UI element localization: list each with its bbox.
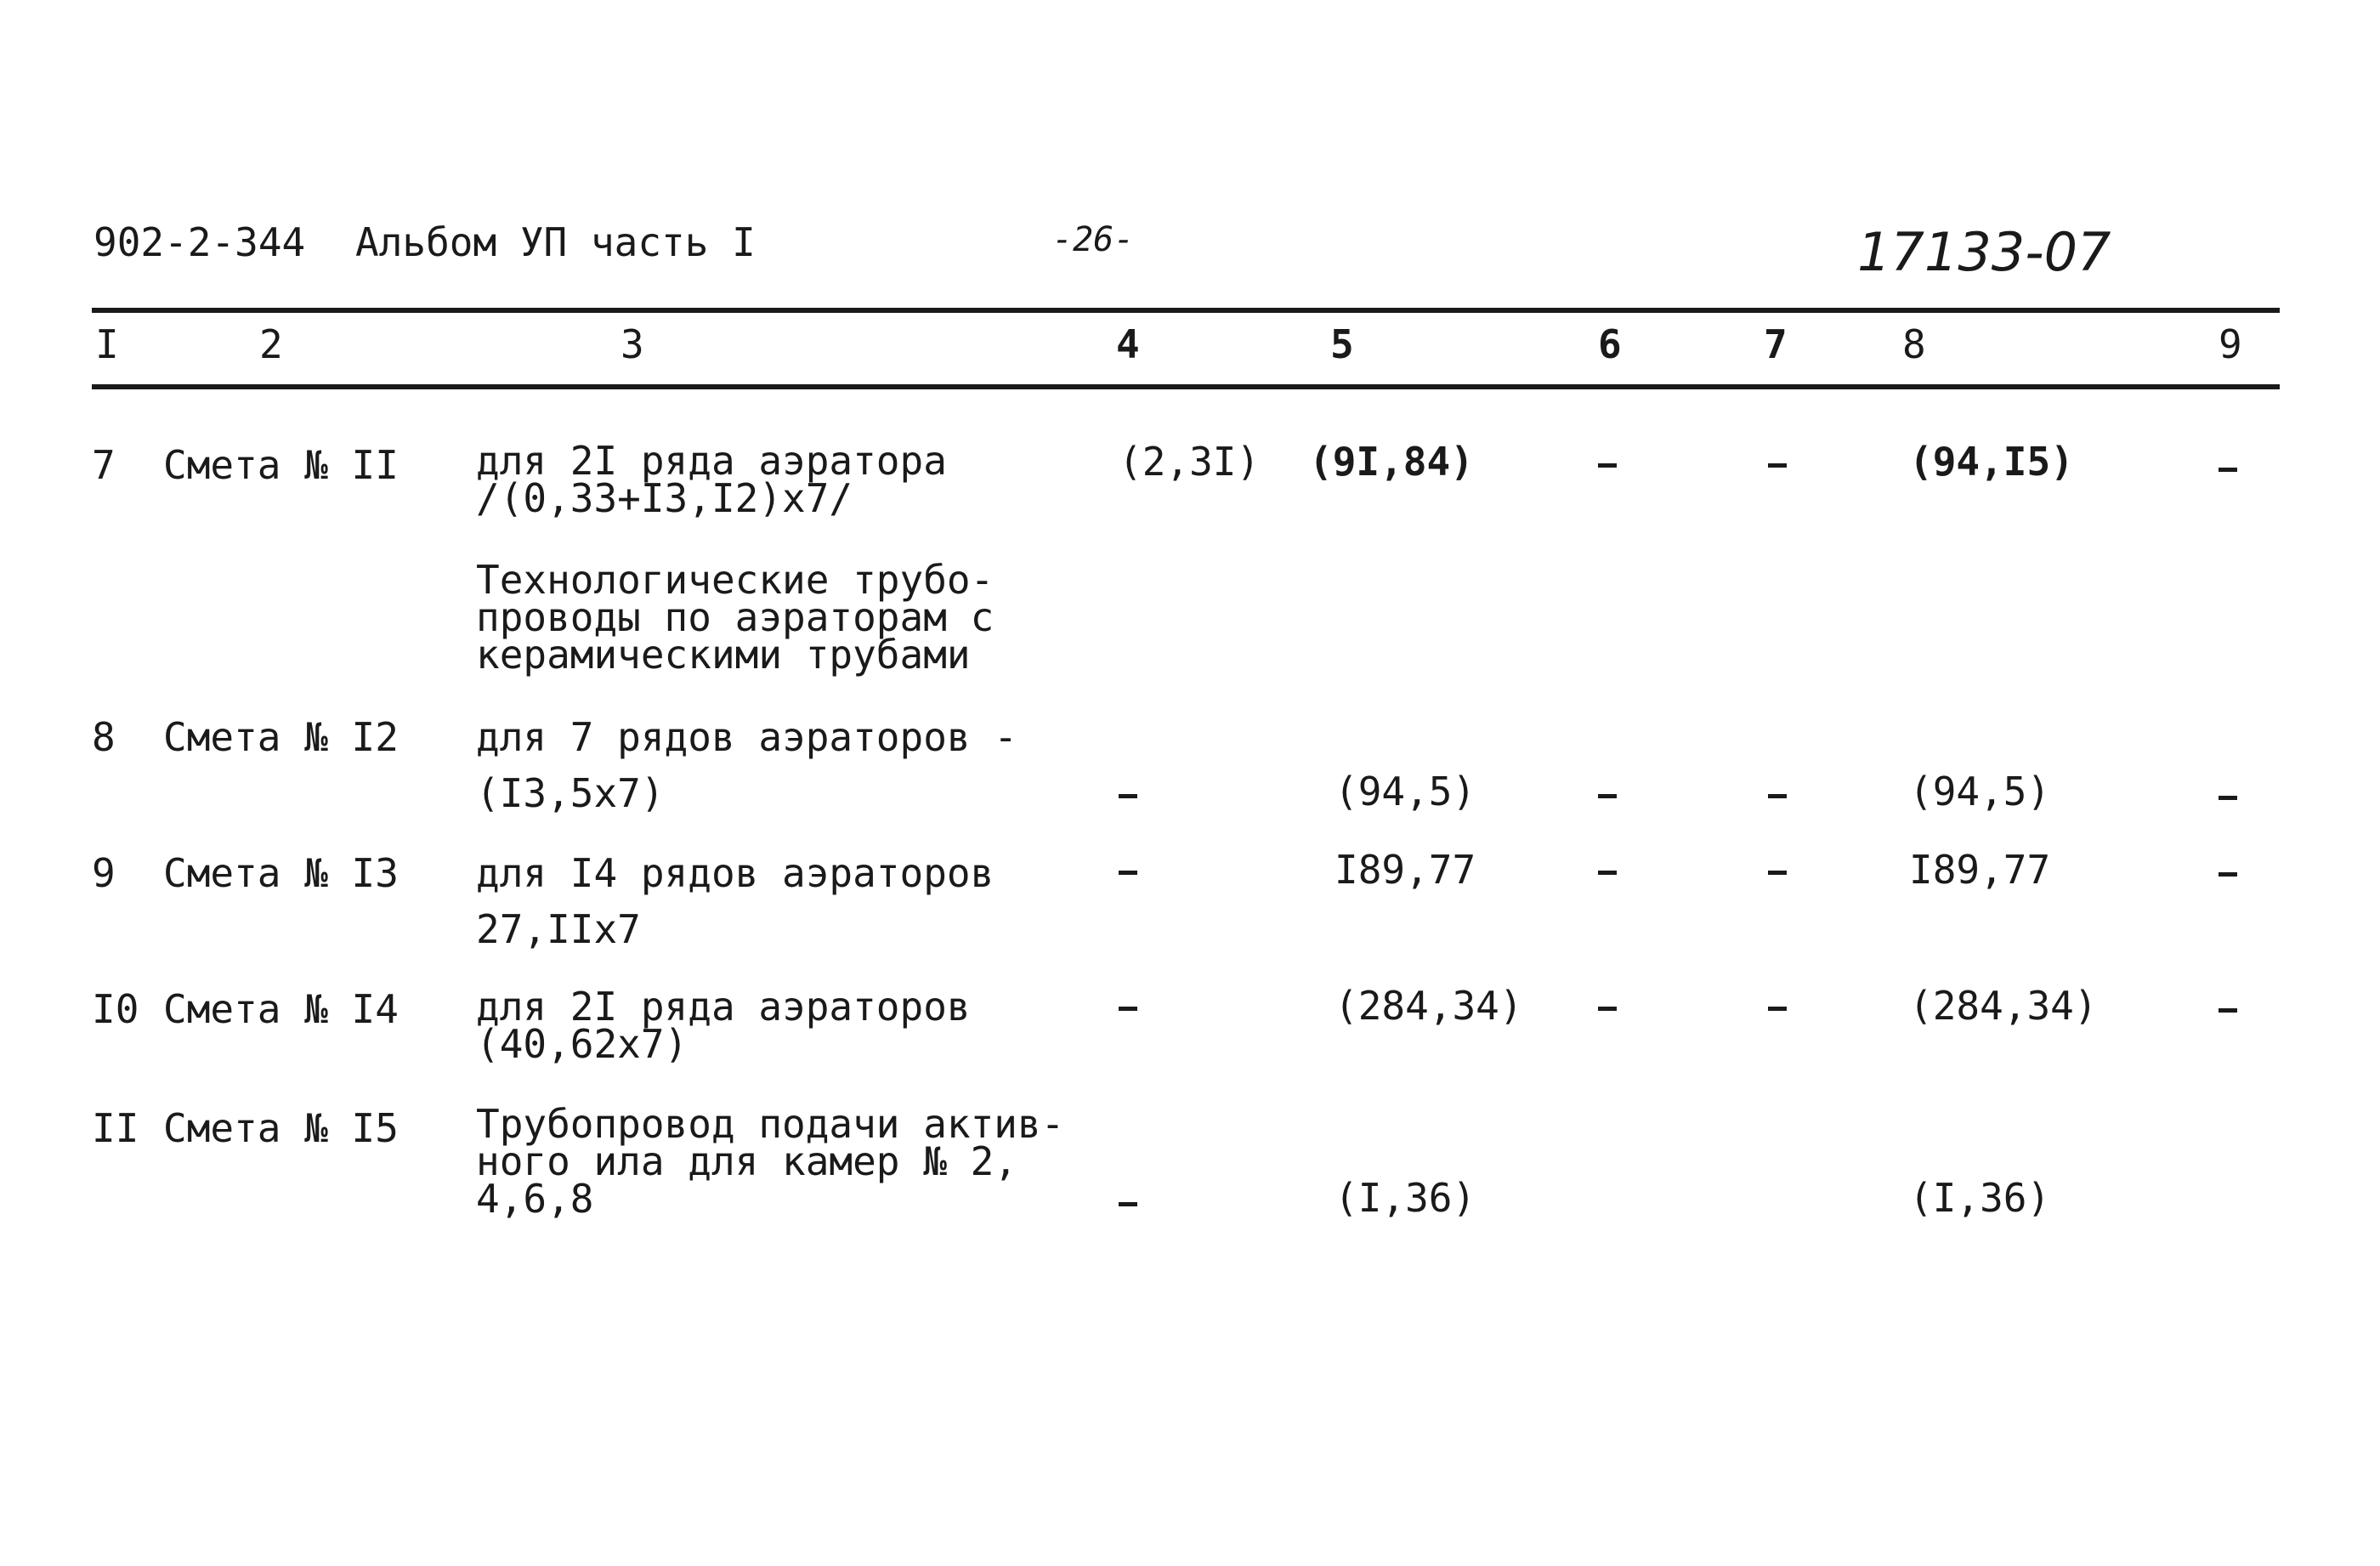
row-8-smeta: Смета № I2	[163, 714, 399, 760]
album-title: Альбом УП часть I	[355, 219, 756, 265]
column-header-9: 9	[2218, 321, 2242, 367]
row-7-desc-line-1: для 2I ряда аэратора	[476, 438, 947, 484]
row-10-smeta: Смета № I4	[163, 986, 399, 1032]
column-header-3: 3	[620, 321, 644, 367]
row-11-number: II	[92, 1105, 139, 1151]
row-7-col7-dash	[1768, 463, 1787, 468]
table-top-rule	[92, 308, 2280, 313]
row-10-desc-line-2: (40,62x7)	[476, 1021, 688, 1067]
row-9-col9-dash	[2218, 872, 2237, 877]
column-header-2: 2	[259, 321, 283, 367]
row-8-number: 8	[92, 714, 116, 760]
row-8-col8: (94,5)	[1909, 769, 2051, 814]
row-9-desc-line-1: для I4 рядов аэраторов	[476, 850, 994, 896]
row-8-col9-dash	[2218, 796, 2237, 800]
column-header-7: 7	[1764, 321, 1788, 367]
row-10-col5: (284,34)	[1334, 983, 1523, 1029]
row-10-col9-dash	[2218, 1008, 2237, 1013]
row-8-col5: (94,5)	[1334, 769, 1476, 814]
row-11-col8: (I,36)	[1909, 1175, 2051, 1221]
row-8-desc-line-2: (I3,5x7)	[476, 770, 665, 816]
row-7-col8: (94,I5)	[1909, 439, 2074, 485]
row-11-desc-line-1: Трубопровод подачи актив-	[476, 1101, 1065, 1147]
row-10-number: I0	[92, 986, 139, 1032]
row-9-col8: I89,77	[1909, 847, 2051, 893]
row-8-col6-dash	[1598, 794, 1617, 798]
row-11-col5: (I,36)	[1334, 1175, 1476, 1221]
column-header-8: 8	[1902, 321, 1926, 367]
row-9-col5: I89,77	[1334, 847, 1476, 893]
row-8-col7-dash	[1768, 794, 1787, 798]
column-header-1: I	[95, 321, 119, 367]
row-9-col4-dash	[1119, 871, 1137, 875]
column-header-4: 4	[1116, 321, 1140, 367]
section-heading-line-1: Технологические трубо-	[476, 557, 994, 603]
row-8-desc-line-1: для 7 рядов аэраторов -	[476, 714, 1017, 760]
row-7-col6-dash	[1598, 463, 1617, 468]
row-7-smeta: Смета № II	[163, 442, 399, 488]
row-7-desc-line-2: /(0,33+I3,I2)x7/	[476, 475, 853, 521]
row-11-smeta: Смета № I5	[163, 1105, 399, 1151]
document-number: 17133-07	[1857, 221, 2111, 283]
row-9-col7-dash	[1768, 871, 1787, 875]
row-11-col4-dash	[1119, 1202, 1137, 1206]
section-heading-line-3: керамическими трубами	[476, 632, 971, 678]
table-header-rule	[92, 384, 2280, 389]
row-10-col8: (284,34)	[1909, 983, 2098, 1029]
row-9-number: 9	[92, 850, 116, 896]
row-10-desc-line-1: для 2I ряда аэраторов	[476, 984, 971, 1030]
row-10-col4-dash	[1119, 1007, 1137, 1011]
row-9-smeta: Смета № I3	[163, 850, 399, 896]
row-7-col9-dash	[2218, 468, 2237, 472]
column-header-5: 5	[1330, 321, 1354, 367]
row-7-number: 7	[92, 442, 116, 488]
page-number: -26-	[1052, 220, 1135, 259]
row-9-col6-dash	[1598, 871, 1617, 875]
row-11-desc-line-3: 4,6,8	[476, 1176, 594, 1222]
row-9-desc-line-2: 27,IIx7	[476, 906, 641, 952]
column-header-6: 6	[1598, 321, 1622, 367]
section-heading-line-2: проводы по аэраторам с	[476, 594, 994, 640]
project-code: 902-2-344	[94, 219, 306, 265]
row-10-col6-dash	[1598, 1007, 1617, 1011]
row-7-col5: (9I,84)	[1309, 439, 1474, 485]
row-7-col4: (2,3I)	[1119, 439, 1261, 485]
row-11-desc-line-2: ного ила для камер № 2,	[476, 1138, 1017, 1184]
row-8-col4-dash	[1119, 794, 1137, 798]
row-10-col7-dash	[1768, 1007, 1787, 1011]
